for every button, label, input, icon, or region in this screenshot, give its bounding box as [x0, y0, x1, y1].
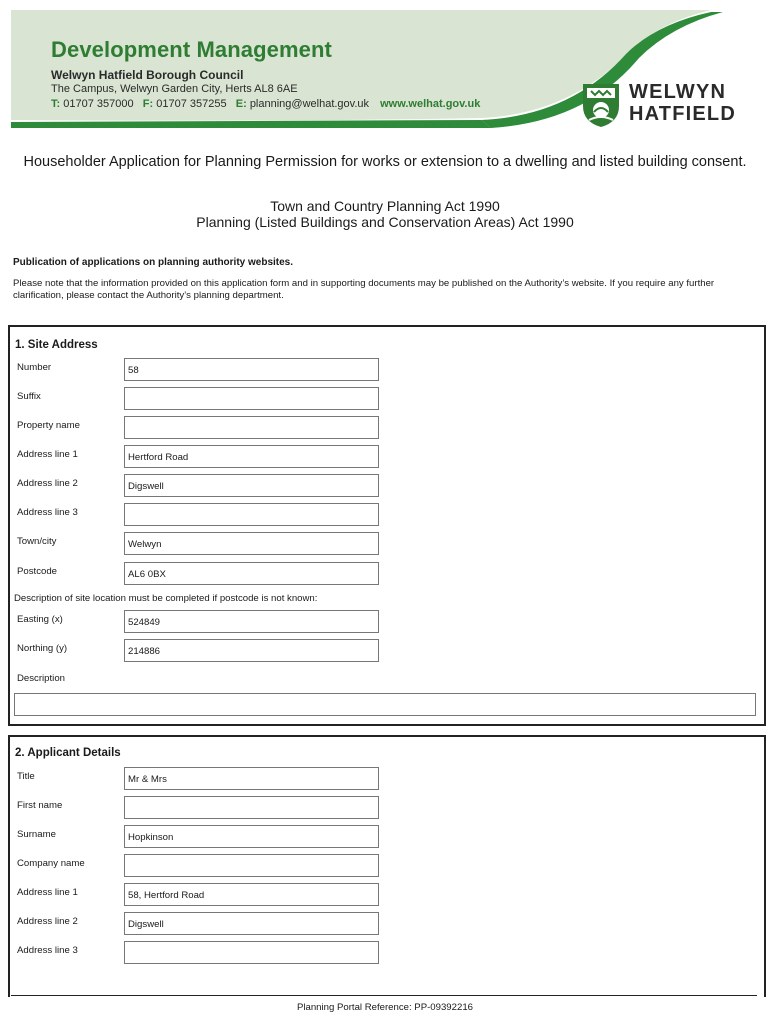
first-name-field[interactable] [124, 796, 379, 819]
address-line-2-field[interactable]: Digswell [124, 474, 379, 497]
fax-value: 01707 357255 [156, 98, 227, 110]
field-label: Title [17, 771, 35, 782]
suffix-field[interactable] [124, 387, 379, 410]
field-label: Address line 1 [17, 887, 78, 898]
site-location-note: Description of site location must be completed if postcode is not known: [14, 593, 318, 604]
portal-reference: Planning Portal Reference: PP-09392216 [296, 1002, 473, 1013]
field-label: Company name [17, 858, 85, 869]
logo-line-2: HATFIELD [629, 103, 736, 125]
header-banner [11, 10, 759, 128]
field-label: Description [17, 673, 65, 684]
legislation [20, 198, 750, 230]
council-name: Welwyn Hatfield Borough Council [51, 68, 244, 82]
field-label: Address line 1 [17, 449, 78, 460]
field-label: Suffix [17, 391, 41, 402]
website-link[interactable]: www.welhat.gov.uk [380, 98, 481, 110]
section-heading: 1. Site Address [15, 339, 98, 351]
postcode-field[interactable]: AL6 0BX [124, 562, 379, 585]
northing-field[interactable]: 214886 [124, 639, 379, 662]
applicant-address-line-2-field[interactable]: Digswell [124, 912, 379, 935]
tel-value: 01707 357000 [63, 98, 134, 110]
logo-line-1: WELWYN [629, 81, 727, 103]
title-field[interactable]: Mr & Mrs [124, 767, 379, 790]
form-title: Householder Application for Planning Permission for works or extension to a dwelling and listed building consent. [23, 154, 747, 170]
field-label: Address line 3 [17, 945, 78, 956]
council-contact [51, 98, 480, 110]
council-address: The Campus, Welwyn Garden City, Herts AL8 6AE [51, 83, 298, 95]
address-line-3-field[interactable] [124, 503, 379, 526]
field-label: Address line 2 [17, 916, 78, 927]
field-label: Property name [17, 420, 80, 431]
email-link[interactable]: planning@welhat.gov.uk [249, 98, 370, 110]
logo-wordmark [629, 81, 736, 125]
page-brand-title: Development Management [51, 37, 332, 62]
publication-heading: Publication of applications on planning authority websites. [13, 257, 294, 268]
footer-divider [11, 995, 757, 996]
applicant-address-line-1-field[interactable]: 58, Hertford Road [124, 883, 379, 906]
address-line-1-field[interactable]: Hertford Road [124, 445, 379, 468]
surname-field[interactable]: Hopkinson [124, 825, 379, 848]
property-name-field[interactable] [124, 416, 379, 439]
field-label: First name [17, 800, 63, 811]
easting-field[interactable]: 524849 [124, 610, 379, 633]
section-heading: 2. Applicant Details [15, 747, 121, 759]
field-label: Town/city [17, 536, 57, 547]
email-label: E: [235, 98, 247, 110]
field-label: Easting (x) [17, 614, 63, 625]
act-2: Planning (Listed Buildings and Conservation Areas) Act 1990 [196, 214, 574, 230]
fax-label: F: [142, 98, 154, 110]
number-field[interactable]: 58 [124, 358, 379, 381]
company-name-field[interactable] [124, 854, 379, 877]
field-label: Address line 3 [17, 507, 78, 518]
field-label: Number [17, 362, 52, 373]
site-address-section [8, 325, 766, 726]
field-label: Northing (y) [17, 643, 68, 654]
applicant-details-section [8, 735, 766, 997]
welwyn-hatfield-crest-icon [581, 82, 621, 128]
field-label: Address line 2 [17, 478, 78, 489]
field-label: Postcode [17, 566, 58, 577]
tel-label: T: [51, 98, 61, 110]
publication-text: Please note that the information provided on this application form and in supporting documents may be published on the Authority’s website. If you require any further clarification, please contact the Authority’s planning department. [13, 278, 715, 301]
description-field[interactable] [14, 693, 756, 716]
act-1: Town and Country Planning Act 1990 [270, 198, 500, 214]
town-city-field[interactable]: Welwyn [124, 532, 379, 555]
applicant-address-line-3-field[interactable] [124, 941, 379, 964]
field-label: Surname [17, 829, 56, 840]
